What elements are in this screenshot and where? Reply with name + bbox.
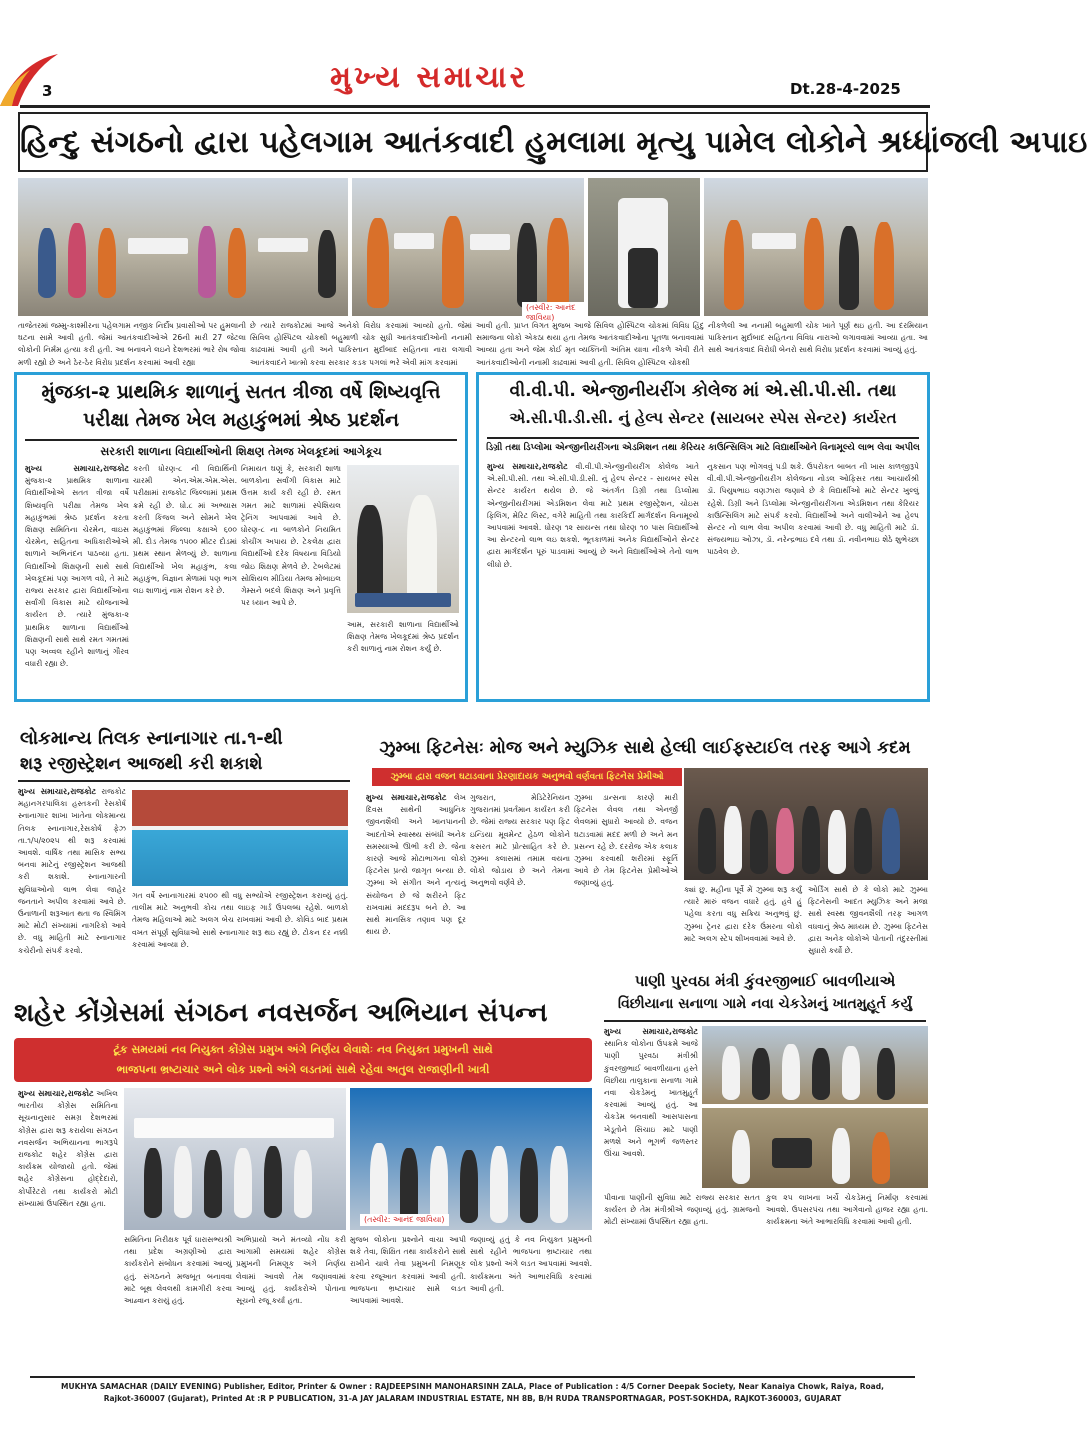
story5-col-4: ક્યાં છુ. મહીના પૂર્વે મેં ઝુમ્બા શરૂ કર્યું ત્યારે મારું વજન વધારે હતું. હવે હું પહેલા કરતા વધુ સક્રિય અનુભવું છું. ઝુમ્બા ટ્રેનર દ્વારા દરેક ઉંમરના લોકો માટે અલગ સ્ટેપ શીખવવામાં આવે છે. xyxy=(684,885,802,943)
imprint-footer xyxy=(30,1376,915,1405)
story4-col-1-text: રાજકોટ મહાનગરપાલિકા હસ્તકની રેસકોર્ષ સ્નાનાગાર શાખા ખાતેના લોકમાન્ય તિલક સ્નાનાગાર,રેસકોર્ષ ફેઝ તા.૧/૫/૨૦૨૫ થી શરૂ કરવામાં આવશે. વાર્ષિક તથા માસિક સભ્ય બનવા માટેનું રજીસ્ટ્રેશન આજથી કરી શકાશે. સ્નાનાગારની સુવિધાઓનો લાભ લેવા જાહેર જનતાને અપીલ કરવામાં આવે છે. ઉનાળાની શરૂઆત થતા જ સ્વિમિંગ માટે મોટી સંખ્યામાં નાગરિકો આવે છે. વધુ માહિતી માટે સ્નાનાગાર કચેરીનો સંપર્ક કરવો. xyxy=(18,787,126,955)
story6-byline: મુખ્ય સમાચાર,રાજકોટ xyxy=(18,1089,94,1098)
story7-headline-2: વિંછીયાના સનાળા ગામે નવા ચેકડેમનું ખાતમુહૂર્ત કર્યું xyxy=(617,996,913,1012)
story3-rule xyxy=(487,437,919,439)
story1-photo-1 xyxy=(18,178,348,316)
story7-photo-1 xyxy=(702,1026,928,1104)
story6-col-2: સમિતિના નિરીક્ષક પૂર્વ ધારાસભ્યશ્રી તથા પ્રદેશ અગ્રણીઓ દ્વારા કાર્યકરોને સંબોધન કરવામાં આવ્યું હતું. સંગઠનને મજબૂત બનાવવા માટે બૂથ લેવલથી કામગીરી કરવા આહ્વાન કરાયું હતું. xyxy=(124,1235,232,1306)
story2-col-2: કરતી ધોરણ-૮ ની વિદ્યાર્થિની ચારમી એન.એમ.એમ.એસ. પરીક્ષામાં રાજકોટ જિલ્લામાં પ્રથમ ક્રમે રહી છે. ધો.૮ માં અભ્યાસ કરતી કિંજલ અને સોમને ખેલ મહાકુંભમાં જિલ્લા કક્ષાએ ૬૦૦ મી. દોડ તેમજ ૧૫૦૦ મીટર દોડમાં પ્રથમ સ્થાન મેળવ્યું છે. શાળાના વિદ્યાર્થીઓ ખેલ મહાકુંભ, કલા મહાકુંભ, વિજ્ઞાન મેળામાં પણ ભાગ લઇ શાળાનું નામ રોશન કરે છે. xyxy=(133,464,237,596)
story6-col-5: જણાવ્યું હતું કે નવ નિયુક્ત પ્રમુખની સાથે રહીને ભાજપના ભ્રષ્ટાચાર તથા લોક પ્રશ્નો અંગે લડત આપવામાં આવશે. કાર્યક્રમના અંતે આભારવિધિ કરવામાં આવી હતી. xyxy=(470,1235,592,1293)
story3-subhead: ડિગ્રી તથા ડિપ્લોમા એન્જીનીયરીંગના એડમિશન તથા કેરિયર કાઉન્સિલિંગ માટે વિદ્યાર્થીઓને વિનામૂલ્યે લાભ લેવા અપીલ xyxy=(486,443,920,453)
story2-headline-1: મુંજકા-૨ પ્રાથમિક શાળાનું સતત ત્રીજા વર્ષે શિષ્યવૃત્તિ xyxy=(41,381,441,403)
story7-col-1: પીવાના પાણીની સુવિધા માટે રાજ્ય સરકાર સતત કાર્યરત છે તેમ મંત્રીશ્રીએ જણાવ્યું હતું. ગ્રામજનો મોટી સંખ્યામાં ઉપસ્થિત રહ્યા હતા. xyxy=(604,1193,760,1227)
story7-headline-1: પાણી પુરવઠા મંત્રી કુંવરજીભાઈ બાવળીયાએ xyxy=(634,972,896,990)
story5-col-1 xyxy=(366,792,466,964)
story5-col-1-text: લેખ દિવસ સાથેની આધુનિક જીવનશૈલી અને ખાનપાનની આદતોએ સ્વાસ્થ્ય સંબંધી અનેક સમસ્યાઓ ઊભી કરી છે. જેના કારણે આજે મોટાભાગના લોકો ફિટનેસ પ્રત્યે જાગૃત બન્યા છે. ઝુમ્બા એ સંગીત અને નૃત્યનું સંયોજન છે જે શરીરને ફિટ રાખવામાં મદદરૂપ બને છે. આ સાથે માનસિક તણાવ પણ દૂર થાય છે. xyxy=(366,793,466,937)
story4-pool-photo xyxy=(132,790,348,886)
story1-headline: હિન્દુ સંગઠનો દ્વારા પહેલગામ આતંકવાદી હુમલામા મૃત્યુ પામેલ લોકોને શ્રધ્ધાંજલી અપાઇ xyxy=(20,125,1087,160)
story1-photo-2 xyxy=(352,178,584,322)
story6-col-1-text: અખિલ ભારતીય કોંગ્રેસ સમિતિના સૂચનાનુસાર સમગ્ર દેશભરમાં કોંગ્રેસ દ્વારા શરૂ કરાયેલા સંગઠન નવસર્જન અભિયાનના ભાગરૂપે રાજકોટ શહેર કોંગ્રેસ દ્વારા કાર્યક્રમ યોજાયો હતો. જેમાં શહેર કોંગ્રેસના હોદ્દેદારો, કોર્પોરેટરો તથા કાર્યકરો મોટી સંખ્યામાં ઉપસ્થિત રહ્યા હતા. xyxy=(18,1089,118,1208)
story5-red-subhead: ઝુમ્બા દ્વારા વજન ઘટાડવાના પ્રેરણાદાયક અનુભવો વર્ણવતા ફિટનેસ પ્રેમીઓ xyxy=(372,768,682,786)
story4-headline-2: શરૂ રજીસ્ટ્રેશન આજથી કરી શકાશે xyxy=(20,754,263,774)
story4-col-2: ગત વર્ષે સ્નાનાગારમાં ૨૫૦૦ થી વધુ સભ્યોએ રજીસ્ટ્રેશન કરાવ્યું હતું. તાલીમ માટે અનુભવી કોચ તથા લાઇફ ગાર્ડ ઉપલબ્ધ રહેશે. બાળકો તેમજ મહિલાઓ માટે અલગ બેચ રાખવામાં આવી છે. કોવિડ બાદ પ્રથમ વખત સંપૂર્ણ સુવિધાઓ સાથે સ્નાનાગાર શરૂ થઇ રહ્યું છે. ટોકન દર નક્કી કરવામાં આવ્યા છે. xyxy=(132,891,348,949)
issue-date: Dt.28-4-2025 xyxy=(790,80,901,98)
story7-byline: મુખ્ય સમાચાર,રાજકોટ xyxy=(604,1027,698,1036)
story5-col-3: ઝુમ્બા ડાન્સના કારણે મારી ફિટનેસ લેવલ તથા એનર્જી લેવલમાં સુધારો આવ્યો છે. વજન ઘટાડવામાં મદદ મળી છે અને મન પ્રસન્ન રહે છે. દરરોજ એક કલાક ઝુમ્બા કરવાથી શરીરમાં સ્ફૂર્તિ આવે છે તેમ ફિટનેસ પ્રેમીઓએ જણાવ્યું હતું. xyxy=(574,793,678,888)
story1-col-1: તાજેતરમાં જમ્મુ-કાશ્મીરના પહેલગામ નજીક નિર્દોષ પ્રવાસીઓ પર હુમલાની ઘટના સામે આવી હતી. જેમાં આતંકવાદીઓએ 26ની મારી 27 જેટલા લોકોની નિર્મમ હત્યા કરી હતી. આ બનાવને લઇને દેશભરમાં ભારે રોષ જોવા મળી રહ્યો છે અને ઠેર-ઠેર વિરોધ પ્રદર્શન કરવામાં આવી રહ્યા xyxy=(18,321,246,367)
story1-photo-3 xyxy=(588,178,700,316)
story5-col-5: ઓર્ડિંગ સાથે છે કે લોકો માટે ઝુમ્બા ફિટનેસની આદત મ્યુઝિક અને મજા સાથે સ્વસ્થ જીવનશૈલી તરફ આગળ વધવાનું શ્રેષ્ઠ માધ્યમ છે. ઝુમ્બા ફિટનેસ દ્વારા અનેક લોકોએ પોતાની તંદુરસ્તીમાં સુધારો કર્યો છે. xyxy=(808,885,928,956)
story6-col-3: અભિપ્રાયો અને મંતવ્યો નોંધ કરી આગામી સમયમાં શહેર કોંગ્રેસ પ્રમુખની નિમણૂક અંગે નિર્ણય લેવામાં આવશે તેમ જણાવવામાં આવ્યું હતું. કાર્યકરોએ પોતાના સૂચનો રજૂ કર્યા હતા. xyxy=(236,1235,346,1306)
story1-col-3: આવી હતી. પ્રાપ્ત વિગત મુજબ આજે સિવિલ હોસ્પિટલ ચોકમાં વિવિધ હિંદુ સમાજના લોકો એકઠા થયા હતા તેમજ આતંકવાદીઓના પૂતળા બનાવવામાં આવ્યા હતા અને જેમ કોઈ મૃત વ્યક્તિની અંતિમ યાત્રા નીકળે એવી રીતે આતંકવાદીઓની નનામી કાઢવામાં આવી હતી. સિવિલ હોસ્પિટલ ચોકથી xyxy=(476,321,704,367)
story5-col-2: ગુજરાત, મેડિટેરેનિયન ગુજરાતમાં પ્રવર્તમાન કાર્યરત કરી છે. જેમાં રાજ્ય સરકાર પણ ફિટ ઇન્ડિયા મૂવમેન્ટ હેઠળ લોકોને કસરત માટે પ્રોત્સાહિત કરે છે. ઝુમ્બા ક્લાસમાં તમામ વયના લોકો જોડાય છે અને તેમના અનુભવો વર્ણવે છે. xyxy=(470,793,570,888)
story4-byline: મુખ્ય સમાચાર,રાજકોટ xyxy=(18,787,97,796)
story2-col-1-text: મુંજકા-૨ પ્રાથમિક શાળાના વિદ્યાર્થીઓએ સતત ત્રીજા વર્ષે શિષ્યવૃત્તિ પરીક્ષા તેમજ ખેલ મહાકુંભમાં શ્રેષ્ઠ પ્રદર્શન કરતા શિક્ષણ સમિતિના ચેરમેન, વાઇસ ચેરમેન, સહિતના અધિકારીઓએ શાળાને અભિનંદન પાઠવ્યા હતા. વિદ્યાર્થીઓ શિક્ષણની સાથે સાથે ખેલકૂદમાં પણ આગળ વધે, તે માટે રાજ્ય સરકાર દ્વારા વિદ્યાર્થીઓના સર્વાંગી વિકાસ માટે યોજનાઓ કાર્યરત છે. ત્યારે મુંજકા-૨ પ્રાથમિક શાળાના વિદ્યાર્થીઓ શિક્ષણની સાથે સાથે રમત ગમતમાં પણ અવ્વલ રહીને શાળાનું ગૌરવ વધારી રહ્યા છે. xyxy=(25,476,129,669)
story3-byline: મુખ્ય સમાચાર,રાજકોટ xyxy=(487,462,568,471)
story4-headline-1: લોકમાન્ય તિલક સ્નાનાગાર તા.૧-થી xyxy=(20,728,283,749)
imprint-line-1: MUKHYA SAMACHAR (DAILY EVENING) Publisher, Editor, Printer & Owner : RAJDEEPSINH MANOHARSINH ZALA, Place of Publication : 4/5 Corner Deepak Society, Near Kanaiya Chowk, Raiya, Road, xyxy=(61,1382,884,1391)
story5-photo xyxy=(684,768,928,880)
story7-rule xyxy=(604,1020,926,1022)
story3-col-1 xyxy=(487,461,699,697)
masthead-rule xyxy=(20,105,930,108)
story1-photo-credit: (તસ્વીર: આનંદ જાવિયા) xyxy=(522,302,584,324)
story3-col-1-text: વી.વી.પી.એન્જીનીયરીંગ કોલેજ ખાતે એ.સી.પી.સી. તથા એ.સી.પી.ડી.સી. નું હેલ્પ સેન્ટર - સાયબર સ્પેસ સેન્ટર કાર્યરત થયેલ છે. જે અંતર્ગત ડિગ્રી તથા ડિપ્લોમા એન્જીનીયરીંગમાં એડમિશન લેવા માટે પ્રથમ રજીસ્ટ્રેશન, ચોઇસ ફિલિંગ, મેરિટ લિસ્ટ, વગેરે માહિતી તથા કારકિર્દી માર્ગદર્શન વિનામૂલ્યે આપવામાં આવશે. ધોરણ ૧૨ સાયન્સ તથા ધોરણ ૧૦ પાસ વિદ્યાર્થીઓ આ સેન્ટરનો લાભ લઇ શકશે. ભૂતકાળમાં અનેક વિદ્યાર્થીઓને સેન્ટર દ્વારા માર્ગદર્શન પૂરું પાડવામાં આવ્યું છે અને વિદ્યાર્થીઓએ તેનો લાભ લીધો છે. xyxy=(487,462,699,569)
story6-col-1 xyxy=(18,1088,118,1368)
story4-headline-block xyxy=(14,728,354,784)
story6-photo-credit: (તસ્વીર: આનંદ જાવિયા) xyxy=(360,1214,449,1226)
story2-byline: મુખ્ય સમાચાર,રાજકોટ xyxy=(25,464,129,473)
story1-photo-4 xyxy=(704,178,928,316)
story2-col-4: આમ, સરકારી શાળાના વિદ્યાર્થીઓ શિક્ષણ તેમજ ખેલકૂદમાં શ્રેષ્ઠ પ્રદર્શન કરી શાળાનું નામ રોશન કર્યું છે. xyxy=(347,620,459,654)
imprint-line-2: Rajkot-360007 (Gujarat), Printed At :R P PUBLICATION, 31-A JAY JALARAM INDUSTRIAL ESTATE, NH 8B, B/H RUDA TRANSPORTNAGAR, POST-SOKHDA, RAJKOT-360003, GUJARAT xyxy=(103,1394,842,1403)
story5-byline: મુખ્ય સમાચાર,રાજકોટ xyxy=(366,793,447,802)
story6-headline: શહેર કોંગ્રેસમાં સંગઠન નવસર્જન અભિયાન સંપન્ન xyxy=(14,998,548,1028)
story6-banner-line-2: ભાજપના ભ્રષ્ટાચાર અને લોક પ્રશ્નો અંગે લડતમાં સાથે રહેવા અતુલ રાજાણીની ખાત્રી xyxy=(116,1063,490,1076)
brand-title: મુખ્ય સમાચાર xyxy=(330,60,529,95)
story7-intro-text: સ્થાનિક લોકોના ઉપક્રમે આજે પાણી પુરવઠા મંત્રીશ્રી કુંવરજીભાઈ બાવળીયાના હસ્તે વિંછીયા તાલુકાના સનાળા ગામે નવા ચેકડેમનું ખાતમુહૂર્ત કરવામાં આવ્યું હતું. આ ચેકડેમ બનવાથી આસપાસના ખેડૂતોને સિંચાઇ માટે પાણી મળશે અને ભૂગર્ભ જળસ્તર ઊંચા આવશે. xyxy=(604,1039,698,1159)
story7-col-intro xyxy=(604,1026,698,1176)
story2-subhead: સરકારી શાળાના વિદ્યાર્થીઓની શિક્ષણ તેમજ ખેલકૂદમાં આગેકૂચ xyxy=(100,445,382,458)
story4-rule xyxy=(18,780,350,782)
story6-photo-1 xyxy=(124,1088,346,1230)
story1-col-4: નીકળેલી આ નનામી બહુમાળી ચોક ખાતે પૂર્ણ થઇ હતી. આ દરમિયાન પાકિસ્તાન મુર્દાબાદ સહિતના વિવિધ નારાઓ લગાવવામાં આવ્યા હતા. આ સાથે આતંકવાદ વિરોધી બેનરો સાથે વિરોધ પ્રદર્શન કરવામાં આવ્યું હતું. xyxy=(708,321,928,355)
story3-headline-2: એ.સી.પી.ડી.સી. નું હેલ્પ સેન્ટર (સાયબર સ્પેસ સેન્ટર) કાર્યરત xyxy=(509,409,897,427)
story7-photo-2 xyxy=(702,1108,928,1188)
story5-headline: ઝુમ્બા ફિટનેસઃ મોજ અને મ્યુઝિક સાથે હેલ્ધી લાઈફસ્ટાઈલ તરફ આગે કદમ xyxy=(379,738,911,758)
page-number: 3 xyxy=(42,82,53,100)
story1-headline-box xyxy=(18,112,1087,172)
story3-headline-1: વી.વી.પી. એન્જીનીયરીંગ કોલેજ માં એ.સી.પી.સી. તથા xyxy=(509,381,897,401)
story3-col-2: નુકસાન પણ ભોગવવું પડી શકે. ઉપરોકત બાબત ની ખાસ કાળજીરૂપે વી.વી.પી.એન્જીનીયરીંગ કોલેજના નોડલ ઓફિસર તથા આચાર્યશ્રી ડૉ. પિયુષભાઇ વણઝારા જણાવે છે કે વિદ્યાર્થીઓ માટે સેન્ટર ખુલ્લું રહેશે. ડિગ્રી અને ડિપ્લોમા એન્જીનીયરીંગના એડમિશન તથા કેરિયર કાઉન્સિલિંગ માટે સંપર્ક કરવો. વિદ્યાર્થીઓ અને વાલીઓને આ હેલ્પ સેન્ટર નો લાભ લેવા અપીલ કરવામાં આવી છે. વધુ માહિતી માટે ડૉ. સંજયભાઇ ઓઝા, ડૉ. નરેન્દ્રભાઇ દવે તથા ડૉ. નવીનભાઇ શેઠે શુભેચ્છા પાઠવેલ છે. xyxy=(707,462,919,557)
masthead xyxy=(0,0,945,108)
story2-headline-2: પરીક્ષા તેમજ ખેલ મહાકુંભમાં શ્રેષ્ઠ પ્રદર્શન xyxy=(82,409,400,431)
story6-red-banner xyxy=(14,1038,592,1082)
story2-col-1 xyxy=(25,463,129,695)
story6-photo-2 xyxy=(350,1088,592,1230)
story2-col-3: નિમાયત ઘણું કે, સરકારી શાળા બાળકોના સર્વાંગી વિકાસ માટે ઉત્તમ કાર્ય કરી રહી છે. રમત ગમત માટે શાળામાં સ્પેશિયલ ટ્રેનિંગ આપવામાં આવે છે. ધોરણ-૮ ના બાળકોને નિયમિત કોચીંગ અપાય છે. ટેકલેક્ષ દ્વારા વિદ્યાર્થીઓ દરેક વિષયના વિડિયો જોઇ શિક્ષણ મેળવે છે. ટેબલેટમાં સોશિયલ મીડિયા તેમજ મોબાઇલ ગેમ્સને બદલે શિક્ષણ અને પ્રવૃત્તિ પર ધ્યાન આપે છે. xyxy=(241,464,341,608)
story2-rule xyxy=(25,439,457,441)
story2-photo xyxy=(347,465,459,613)
story3-box xyxy=(476,372,930,702)
story6-col-4: મુજબ લોકોના પ્રશ્નોને વાચા આપી શકે તેવા, શિક્ષિત તથા કાર્યકરોને સાથે રાખીને ચાલે તેવા પ્રમુખની નિમણૂક કરવા રજૂઆત કરવામાં આવી હતી. ભાજપના ભ્રષ્ટાચાર સામે લડત આપવામાં આવશે. xyxy=(350,1235,466,1306)
story2-box xyxy=(14,372,468,702)
story7-col-2: કુલ ૨૫ લાખના ખર્ચે ચેકડેમનું નિર્માણ કરવામાં આવશે. ઉપસરપંચ તથા આગેવાનો હાજર રહ્યા હતા. કાર્યક્રમના અંતે આભારવિધિ કરવામાં આવી હતી. xyxy=(766,1193,928,1227)
story1-col-2: છે ત્યારે રાજકોટમાં આજે અનેકો વિરોધ કરવામાં આવ્યો હતો. જેમાં સિવિલ હોસ્પિટલ ચોકથી બહુમાળી ચોક સુધી આતંકવાદીઓની નનામી કાઢવામાં આવી હતી અને પાકિસ્તાન મુર્દાબાદ સહિતના નારા લગાવી આતંકવાદને ખાત્મો કરવા સરકાર કડક પગલાં ભરે એવી માંગ કરવામાં xyxy=(250,321,472,367)
story4-col-1 xyxy=(18,786,126,964)
story6-banner-line-1: ટૂંક સમયમાં નવ નિયુક્ત કોંગ્રેસ પ્રમુખ અંગે નિર્ણય લેવાશેઃ નવ નિયુક્ત પ્રમુખની સાથે xyxy=(113,1043,493,1056)
